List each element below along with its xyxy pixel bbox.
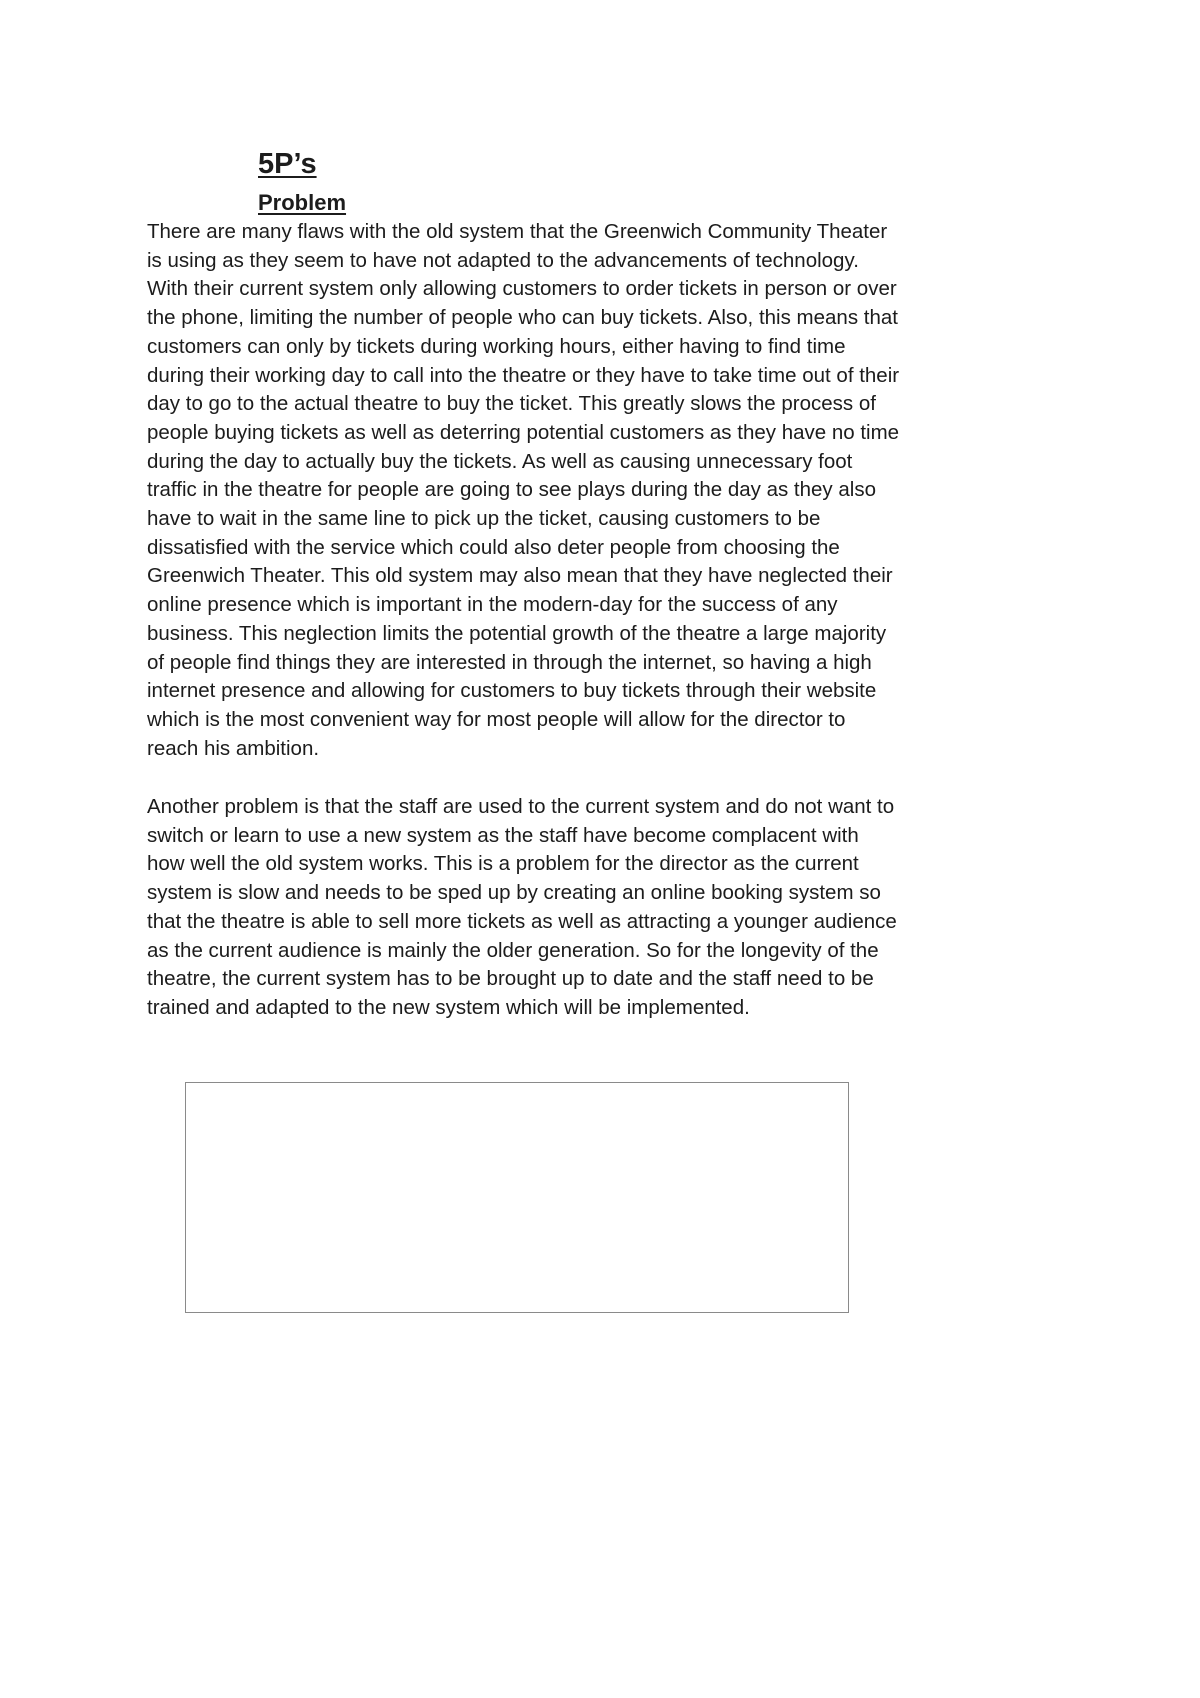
text-line: There are many flaws with the old system that the Greenwich Community Theater — [147, 220, 888, 243]
section-heading-problem: Problem — [258, 190, 347, 215]
text-line: traffic in the theatre for people are going to see plays during the day as they also — [147, 478, 876, 502]
text-line: how well the old system works. This is a problem for the director as the current — [147, 852, 859, 876]
text-line: switch or learn to use a new system as the staff have become complacent with — [147, 823, 859, 847]
text-line: trained and adapted to the new system which will be implemented. — [147, 995, 750, 1019]
text-line: people buying tickets as well as deterring potential customers as they have no time — [147, 420, 900, 444]
empty-image-frame — [185, 1082, 849, 1313]
text-line: business. This neglection limits the potential growth of the theatre a large majority — [147, 621, 887, 645]
text-line: theatre, the current system has to be brought up to date and the staff need to be — [147, 967, 874, 991]
text-line: Another problem is that the staff are used to the current system and do not want to — [147, 795, 895, 818]
text-line: Greenwich Theater. This old system may also mean that they have neglected their — [147, 564, 893, 588]
text-line: of people find things they are interested in through the internet, so having a high — [147, 650, 872, 674]
text-line: day to go to the actual theatre to buy the ticket. This greatly slows the process of — [147, 392, 876, 416]
text-line: is using as they seem to have not adapted to the advancements of technology. — [147, 248, 859, 272]
text-line: which is the most convenient way for most people will allow for the director to — [147, 707, 846, 731]
paragraph-1 — [147, 218, 987, 763]
text-line: With their current system only allowing customers to order tickets in person or over — [147, 277, 897, 301]
text-line: that the theatre is able to sell more tickets as well as attracting a younger audience — [147, 909, 897, 933]
text-line: online presence which is important in the modern-day for the success of any — [147, 593, 838, 617]
page-title: 5P’s — [258, 148, 317, 180]
text-line: during their working day to call into the theatre or they have to take time out of their — [147, 363, 900, 387]
text-line: internet presence and allowing for customers to buy tickets through their website — [147, 679, 877, 703]
text-line: reach his ambition. — [147, 736, 320, 760]
text-line: the phone, limiting the number of people who can buy tickets. Also, this means that — [147, 306, 898, 330]
paragraph-2 — [147, 793, 987, 1023]
text-line: system is slow and needs to be sped up by creating an online booking system so — [147, 881, 881, 905]
text-line: as the current audience is mainly the older generation. So for the longevity of the — [147, 938, 879, 962]
text-line: customers can only by tickets during working hours, either having to find time — [147, 334, 846, 358]
text-line: have to wait in the same line to pick up the ticket, causing customers to be — [147, 507, 821, 531]
text-line: dissatisfied with the service which could also deter people from choosing the — [147, 535, 840, 559]
text-line: during the day to actually buy the tickets. As well as causing unnecessary foot — [147, 449, 853, 473]
